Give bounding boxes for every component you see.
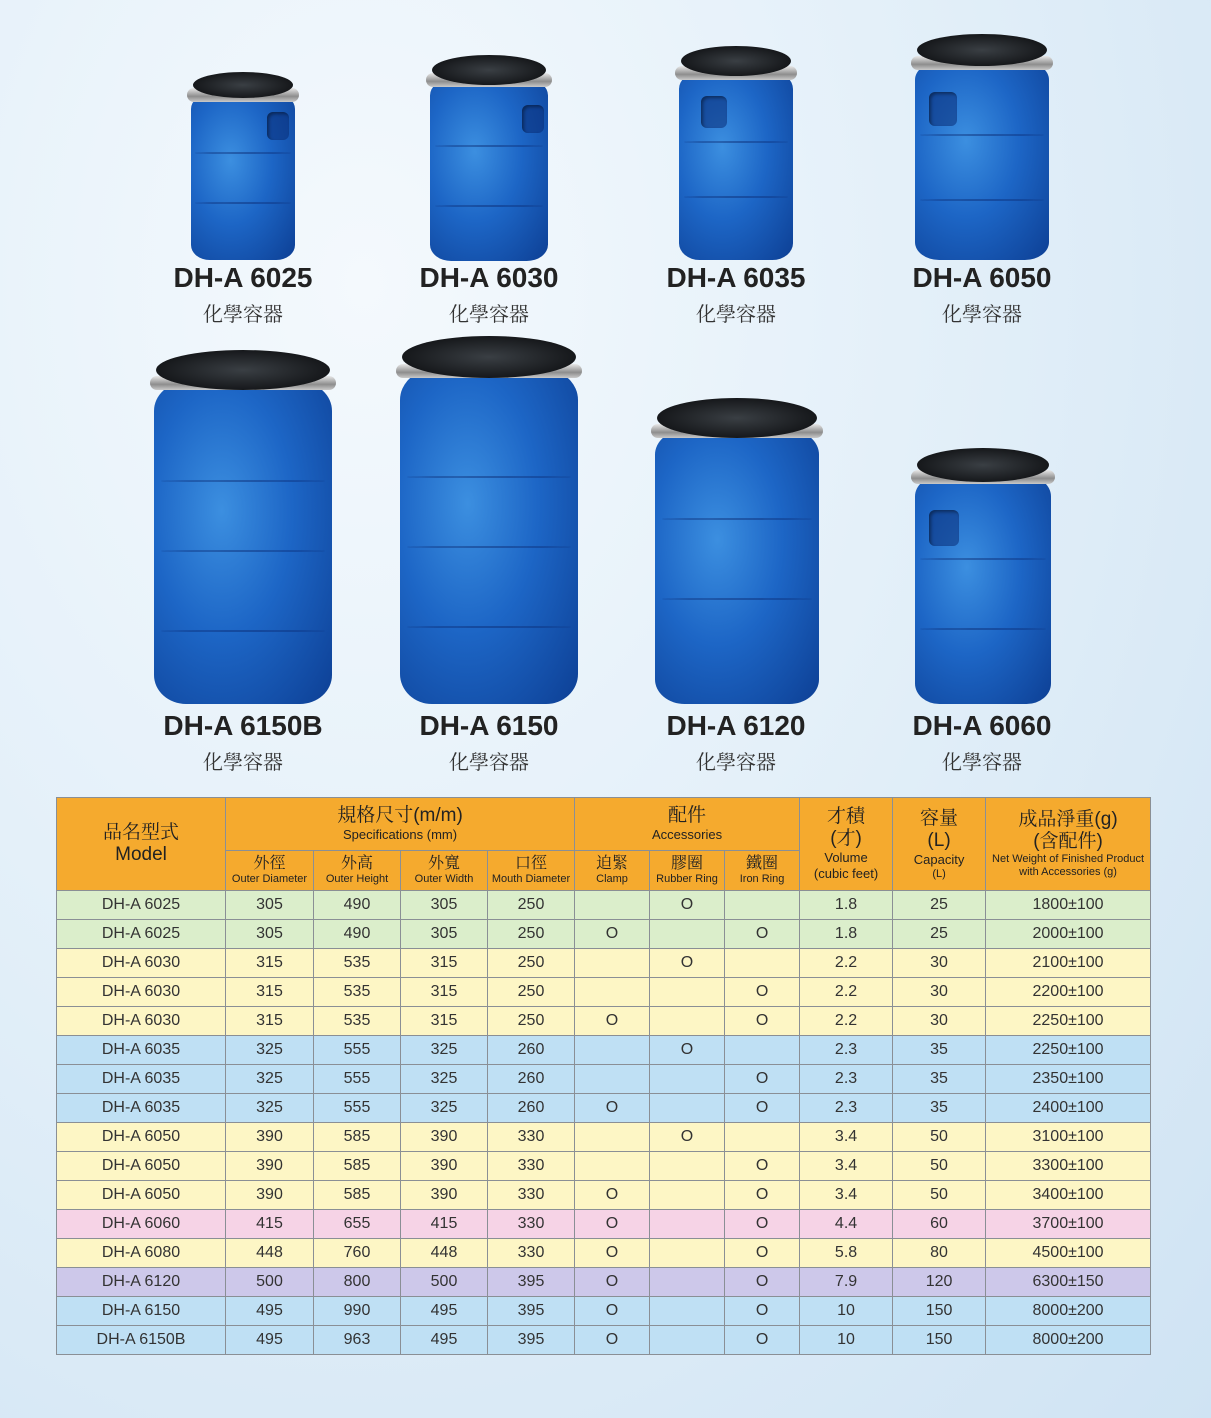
header-capacity: 容量 (L) Capacity (L) — [893, 798, 986, 891]
cell-outer-height: 490 — [314, 920, 401, 949]
product-model: DH-A 6120 — [666, 710, 806, 741]
cell-mouth-diameter: 250 — [488, 978, 575, 1007]
cell-outer-width: 390 — [401, 1181, 488, 1210]
cell-outer-diameter: 495 — [226, 1326, 314, 1355]
cell-mouth-diameter: 330 — [488, 1210, 575, 1239]
cell-model: DH-A 6120 — [57, 1268, 226, 1297]
cell-volume: 2.2 — [800, 949, 893, 978]
cell-rubber-ring — [650, 1007, 725, 1036]
cell-model: DH-A 6150 — [57, 1297, 226, 1326]
cell-volume: 3.4 — [800, 1181, 893, 1210]
cell-clamp: O — [575, 1268, 650, 1297]
header-clamp: 迫緊 Clamp — [575, 851, 650, 891]
cell-outer-diameter: 448 — [226, 1239, 314, 1268]
cell-capacity: 50 — [893, 1152, 986, 1181]
header-outer-diameter: 外徑 Outer Diameter — [226, 851, 314, 891]
cell-iron-ring: O — [725, 1152, 800, 1181]
product-model: DH-A 6060 — [912, 710, 1052, 741]
cell-outer-diameter: 390 — [226, 1123, 314, 1152]
cell-capacity: 50 — [893, 1181, 986, 1210]
cell-model: DH-A 6035 — [57, 1065, 226, 1094]
cell-outer-diameter: 390 — [226, 1152, 314, 1181]
table-row — [57, 1210, 1151, 1239]
cell-iron-ring: O — [725, 978, 800, 1007]
cell-model: DH-A 6030 — [57, 978, 226, 1007]
cell-volume: 2.3 — [800, 1094, 893, 1123]
cell-outer-width: 325 — [401, 1036, 488, 1065]
cell-outer-height: 490 — [314, 891, 401, 920]
cell-model: DH-A 6030 — [57, 949, 226, 978]
cell-rubber-ring — [650, 1268, 725, 1297]
cell-rubber-ring — [650, 1181, 725, 1210]
cell-iron-ring: O — [725, 1181, 800, 1210]
cell-capacity: 120 — [893, 1268, 986, 1297]
cell-capacity: 60 — [893, 1210, 986, 1239]
table-row — [57, 1268, 1151, 1297]
cell-model: DH-A 6050 — [57, 1123, 226, 1152]
product-subtitle: 化學容器 — [942, 304, 1022, 326]
cell-clamp: O — [575, 1210, 650, 1239]
product-subtitle: 化學容器 — [449, 752, 529, 774]
cell-clamp — [575, 1123, 650, 1152]
cell-rubber-ring — [650, 1065, 725, 1094]
product-subtitle: 化學容器 — [203, 304, 283, 326]
product-subtitle: 化學容器 — [449, 304, 529, 326]
cell-rubber-ring — [650, 1297, 725, 1326]
product-card — [120, 0, 366, 330]
cell-rubber-ring: O — [650, 949, 725, 978]
cell-mouth-diameter: 250 — [488, 891, 575, 920]
cell-volume: 1.8 — [800, 920, 893, 949]
cell-capacity: 30 — [893, 949, 986, 978]
cell-iron-ring — [725, 949, 800, 978]
cell-outer-height: 585 — [314, 1123, 401, 1152]
cell-outer-diameter: 325 — [226, 1094, 314, 1123]
cell-outer-height: 555 — [314, 1065, 401, 1094]
header-model: 品名型式 Model — [57, 798, 226, 891]
cell-clamp — [575, 1152, 650, 1181]
cell-model: DH-A 6050 — [57, 1181, 226, 1210]
cell-mouth-diameter: 260 — [488, 1065, 575, 1094]
product-subtitle: 化學容器 — [203, 752, 283, 774]
cell-iron-ring: O — [725, 1239, 800, 1268]
cell-outer-diameter: 325 — [226, 1036, 314, 1065]
cell-rubber-ring — [650, 978, 725, 1007]
cell-model: DH-A 6150B — [57, 1326, 226, 1355]
cell-clamp: O — [575, 920, 650, 949]
cell-clamp — [575, 891, 650, 920]
cell-outer-diameter: 305 — [226, 920, 314, 949]
cell-rubber-ring — [650, 1094, 725, 1123]
cell-capacity: 25 — [893, 891, 986, 920]
cell-rubber-ring — [650, 1326, 725, 1355]
cell-volume: 2.3 — [800, 1036, 893, 1065]
cell-model: DH-A 6035 — [57, 1094, 226, 1123]
cell-net-weight: 2200±100 — [986, 978, 1151, 1007]
cell-mouth-diameter: 250 — [488, 1007, 575, 1036]
cell-iron-ring: O — [725, 1007, 800, 1036]
cell-outer-diameter: 325 — [226, 1065, 314, 1094]
product-model: DH-A 6030 — [419, 262, 559, 293]
product-card — [859, 0, 1105, 330]
cell-outer-width: 390 — [401, 1152, 488, 1181]
cell-net-weight: 2250±100 — [986, 1007, 1151, 1036]
header-rubber-ring: 膠圈 Rubber Ring — [650, 851, 725, 891]
table-row — [57, 1036, 1151, 1065]
product-card — [859, 340, 1105, 780]
table-row — [57, 1181, 1151, 1210]
cell-net-weight: 3400±100 — [986, 1181, 1151, 1210]
cell-iron-ring: O — [725, 1268, 800, 1297]
cell-rubber-ring: O — [650, 891, 725, 920]
cell-outer-height: 535 — [314, 978, 401, 1007]
product-card — [366, 0, 612, 330]
cell-mouth-diameter: 330 — [488, 1123, 575, 1152]
cell-capacity: 150 — [893, 1297, 986, 1326]
cell-outer-diameter: 390 — [226, 1181, 314, 1210]
cell-net-weight: 2350±100 — [986, 1065, 1151, 1094]
drum-6150b-image — [154, 350, 332, 704]
cell-outer-height: 800 — [314, 1268, 401, 1297]
cell-rubber-ring — [650, 1210, 725, 1239]
cell-outer-diameter: 315 — [226, 978, 314, 1007]
table-row — [57, 949, 1151, 978]
header-specifications: 規格尺寸(m/m) Specifications (mm) — [226, 798, 575, 851]
product-card — [613, 340, 859, 780]
cell-outer-diameter: 315 — [226, 949, 314, 978]
cell-outer-height: 990 — [314, 1297, 401, 1326]
cell-mouth-diameter: 395 — [488, 1268, 575, 1297]
drum-6060-image — [915, 448, 1051, 704]
product-subtitle: 化學容器 — [942, 752, 1022, 774]
cell-clamp — [575, 978, 650, 1007]
cell-volume: 3.4 — [800, 1123, 893, 1152]
product-card — [120, 340, 366, 780]
cell-capacity: 30 — [893, 978, 986, 1007]
table-row — [57, 1094, 1151, 1123]
cell-outer-height: 963 — [314, 1326, 401, 1355]
cell-capacity: 35 — [893, 1094, 986, 1123]
cell-mouth-diameter: 330 — [488, 1181, 575, 1210]
header-volume: 才積 (才) Volume (cubic feet) — [800, 798, 893, 891]
cell-net-weight: 8000±200 — [986, 1326, 1151, 1355]
product-model: DH-A 6150B — [163, 710, 323, 741]
cell-mouth-diameter: 330 — [488, 1152, 575, 1181]
cell-volume: 2.2 — [800, 1007, 893, 1036]
cell-outer-width: 325 — [401, 1065, 488, 1094]
cell-iron-ring: O — [725, 1326, 800, 1355]
cell-mouth-diameter: 395 — [488, 1326, 575, 1355]
cell-outer-width: 305 — [401, 920, 488, 949]
cell-outer-width: 390 — [401, 1123, 488, 1152]
cell-model: DH-A 6025 — [57, 920, 226, 949]
cell-model: DH-A 6080 — [57, 1239, 226, 1268]
product-subtitle: 化學容器 — [696, 752, 776, 774]
cell-model: DH-A 6060 — [57, 1210, 226, 1239]
cell-clamp: O — [575, 1239, 650, 1268]
cell-model: DH-A 6050 — [57, 1152, 226, 1181]
cell-capacity: 30 — [893, 1007, 986, 1036]
header-mouth-diameter: 口徑 Mouth Diameter — [488, 851, 575, 891]
cell-clamp: O — [575, 1007, 650, 1036]
product-model: DH-A 6150 — [419, 710, 559, 741]
cell-mouth-diameter: 260 — [488, 1094, 575, 1123]
product-subtitle: 化學容器 — [696, 304, 776, 326]
cell-iron-ring — [725, 1036, 800, 1065]
cell-net-weight: 6300±150 — [986, 1268, 1151, 1297]
cell-capacity: 35 — [893, 1036, 986, 1065]
cell-clamp: O — [575, 1181, 650, 1210]
cell-iron-ring — [725, 891, 800, 920]
cell-outer-width: 500 — [401, 1268, 488, 1297]
cell-outer-width: 448 — [401, 1239, 488, 1268]
cell-volume: 7.9 — [800, 1268, 893, 1297]
cell-mouth-diameter: 250 — [488, 920, 575, 949]
cell-outer-width: 315 — [401, 978, 488, 1007]
cell-net-weight: 2400±100 — [986, 1094, 1151, 1123]
cell-iron-ring: O — [725, 1210, 800, 1239]
cell-outer-width: 305 — [401, 891, 488, 920]
cell-net-weight: 1800±100 — [986, 891, 1151, 920]
table-row — [57, 1297, 1151, 1326]
cell-mouth-diameter: 395 — [488, 1297, 575, 1326]
header-accessories: 配件 Accessories — [575, 798, 800, 851]
cell-outer-diameter: 415 — [226, 1210, 314, 1239]
cell-mouth-diameter: 330 — [488, 1239, 575, 1268]
cell-volume: 3.4 — [800, 1152, 893, 1181]
table-row — [57, 1239, 1151, 1268]
cell-volume: 2.3 — [800, 1065, 893, 1094]
cell-volume: 10 — [800, 1297, 893, 1326]
cell-outer-height: 555 — [314, 1036, 401, 1065]
cell-net-weight: 2250±100 — [986, 1036, 1151, 1065]
cell-outer-height: 655 — [314, 1210, 401, 1239]
cell-outer-width: 415 — [401, 1210, 488, 1239]
drum-6025-image — [191, 72, 295, 260]
table-row — [57, 978, 1151, 1007]
cell-iron-ring: O — [725, 1065, 800, 1094]
cell-volume: 1.8 — [800, 891, 893, 920]
cell-outer-height: 555 — [314, 1094, 401, 1123]
cell-net-weight: 4500±100 — [986, 1239, 1151, 1268]
cell-clamp: O — [575, 1297, 650, 1326]
product-model: DH-A 6035 — [666, 262, 806, 293]
cell-volume: 4.4 — [800, 1210, 893, 1239]
cell-model: DH-A 6025 — [57, 891, 226, 920]
table-row — [57, 1123, 1151, 1152]
header-iron-ring: 鐵圈 Iron Ring — [725, 851, 800, 891]
table-row — [57, 891, 1151, 920]
product-card — [366, 340, 612, 780]
cell-clamp — [575, 1036, 650, 1065]
cell-outer-width: 315 — [401, 949, 488, 978]
cell-outer-diameter: 500 — [226, 1268, 314, 1297]
table-row — [57, 1007, 1151, 1036]
cell-model: DH-A 6030 — [57, 1007, 226, 1036]
cell-net-weight: 8000±200 — [986, 1297, 1151, 1326]
cell-capacity: 80 — [893, 1239, 986, 1268]
cell-outer-height: 760 — [314, 1239, 401, 1268]
cell-capacity: 50 — [893, 1123, 986, 1152]
cell-rubber-ring — [650, 920, 725, 949]
table-row — [57, 1326, 1151, 1355]
drum-6050-image — [915, 34, 1049, 260]
cell-capacity: 150 — [893, 1326, 986, 1355]
header-net-weight: 成品淨重(g) (含配件) Net Weight of Finished Product with Accessories (g) — [986, 798, 1151, 891]
cell-iron-ring: O — [725, 1094, 800, 1123]
drum-6120-image — [655, 398, 819, 704]
table-row — [57, 1152, 1151, 1181]
cell-outer-width: 325 — [401, 1094, 488, 1123]
drum-6030-image — [430, 55, 548, 261]
cell-outer-height: 585 — [314, 1181, 401, 1210]
cell-net-weight: 3700±100 — [986, 1210, 1151, 1239]
cell-rubber-ring: O — [650, 1036, 725, 1065]
cell-clamp: O — [575, 1326, 650, 1355]
cell-outer-diameter: 305 — [226, 891, 314, 920]
cell-mouth-diameter: 260 — [488, 1036, 575, 1065]
cell-mouth-diameter: 250 — [488, 949, 575, 978]
drum-6150-image — [400, 336, 578, 704]
spec-table — [56, 797, 1151, 1355]
product-card — [613, 0, 859, 330]
header-outer-width: 外寬 Outer Width — [401, 851, 488, 891]
cell-outer-height: 585 — [314, 1152, 401, 1181]
cell-iron-ring: O — [725, 1297, 800, 1326]
cell-iron-ring: O — [725, 920, 800, 949]
drum-6035-image — [679, 46, 793, 260]
cell-clamp — [575, 949, 650, 978]
cell-iron-ring — [725, 1123, 800, 1152]
cell-volume: 5.8 — [800, 1239, 893, 1268]
cell-clamp: O — [575, 1094, 650, 1123]
cell-outer-height: 535 — [314, 949, 401, 978]
cell-outer-height: 535 — [314, 1007, 401, 1036]
cell-capacity: 25 — [893, 920, 986, 949]
cell-outer-diameter: 495 — [226, 1297, 314, 1326]
cell-model: DH-A 6035 — [57, 1036, 226, 1065]
table-row — [57, 1065, 1151, 1094]
table-row — [57, 920, 1151, 949]
cell-rubber-ring — [650, 1152, 725, 1181]
cell-net-weight: 2100±100 — [986, 949, 1151, 978]
cell-net-weight: 3300±100 — [986, 1152, 1151, 1181]
cell-volume: 10 — [800, 1326, 893, 1355]
cell-capacity: 35 — [893, 1065, 986, 1094]
cell-outer-width: 315 — [401, 1007, 488, 1036]
cell-net-weight: 3100±100 — [986, 1123, 1151, 1152]
header-outer-height: 外高 Outer Height — [314, 851, 401, 891]
cell-outer-width: 495 — [401, 1326, 488, 1355]
cell-volume: 2.2 — [800, 978, 893, 1007]
cell-clamp — [575, 1065, 650, 1094]
cell-rubber-ring — [650, 1239, 725, 1268]
cell-net-weight: 2000±100 — [986, 920, 1151, 949]
cell-outer-diameter: 315 — [226, 1007, 314, 1036]
cell-outer-width: 495 — [401, 1297, 488, 1326]
cell-rubber-ring: O — [650, 1123, 725, 1152]
product-model: DH-A 6050 — [912, 262, 1052, 293]
product-model: DH-A 6025 — [173, 262, 313, 293]
